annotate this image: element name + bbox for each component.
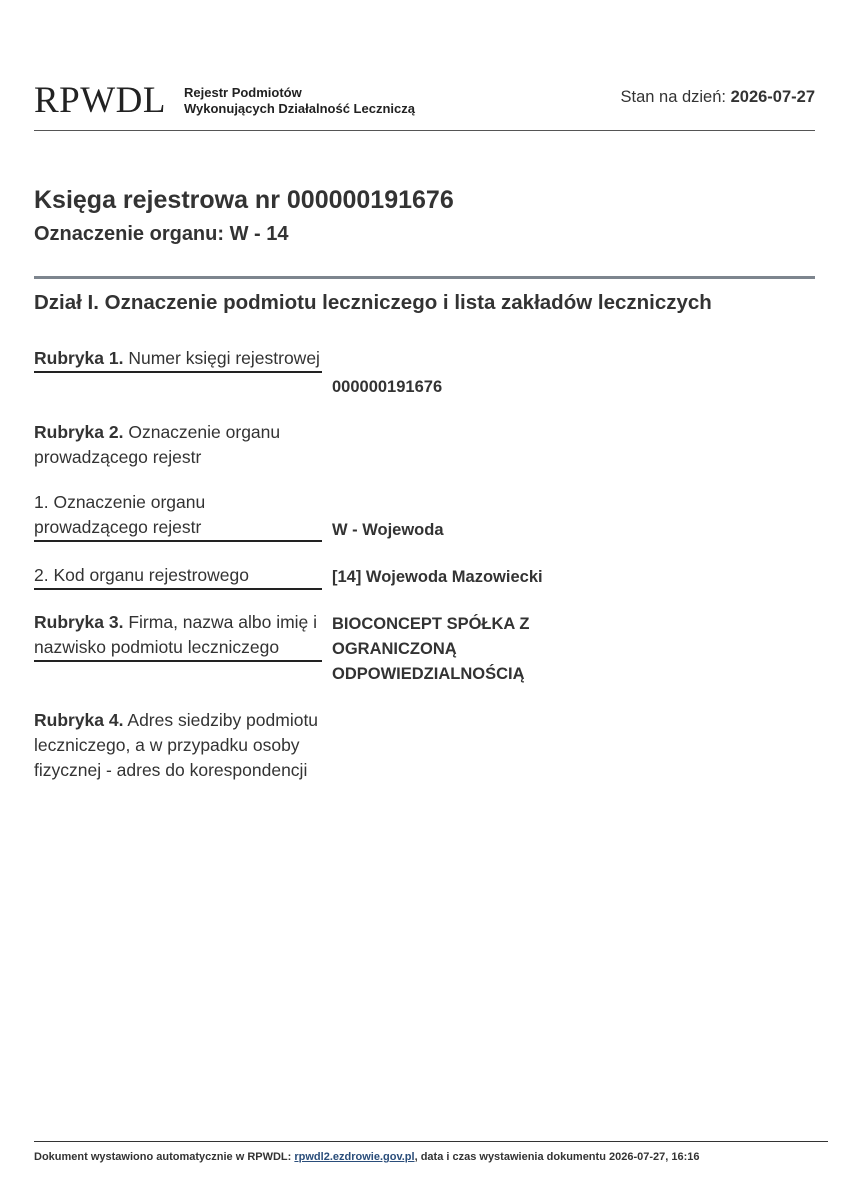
rubryka-2-2-value: [14] Wojewoda Mazowiecki [332,568,543,586]
rubryka-2-prefix: Rubryka 2. [34,422,124,442]
logo-subtitle [184,85,415,117]
rubryka-1-prefix: Rubryka 1. [34,348,124,368]
logo-subtitle-line1: Rejestr Podmiotów [184,85,302,100]
footer-link[interactable]: rpwdl2.ezdrowie.gov.pl [294,1151,415,1163]
rpwdl-logo: RPWDL [34,80,166,121]
page-header [34,82,815,131]
rubryka-4-prefix: Rubryka 4. [34,710,124,730]
rubryka-1-text: Numer księgi rejestrowej [128,348,320,368]
status-date-value: 2026-07-27 [730,88,815,106]
status-date-label: Stan na dzień: [620,88,726,106]
rubryka-4-text: Adres siedziby podmiotu leczniczego, a w przypadku osoby fizycznej - adres do korespondencji [34,710,319,780]
section-divider [34,276,815,279]
section-heading: Dział I. Oznaczenie podmiotu leczniczego i lista zakładów leczniczych [34,291,712,314]
logo-subtitle-line2: Wykonujących Działalność Leczniczą [184,101,415,116]
rubryka-3-label [34,610,322,662]
rubryka-2-label [34,420,322,470]
status-date [621,88,816,107]
rubryka-4-label [34,708,322,783]
rubryka-2-1-label: 1. Oznaczenie organu prowadzącego rejestr [34,490,322,542]
rubryka-1-label [34,346,322,373]
rubryka-2-text: Oznaczenie organu prowadzącego rejestr [34,422,281,467]
rubryka-3-text: Firma, nazwa albo imię i nazwisko podmiotu leczniczego [34,612,318,657]
page-footer [34,1141,828,1163]
rubryka-1-value: 000000191676 [332,378,443,396]
rubryka-3-prefix: Rubryka 3. [34,612,124,632]
rubryka-3-value: BIOCONCEPT SPÓŁKA Z OGRANICZONĄ ODPOWIEDZIALNOŚCIĄ [332,615,530,683]
page-subtitle: Oznaczenie organu: W - 14 [34,223,289,245]
rubryka-2-1-value: W - Wojewoda [332,521,444,539]
footer-text: Dokument wystawiono automatycznie w RPWDL: [34,1151,292,1163]
rubryka-2-2-label: 2. Kod organu rejestrowego [34,563,322,590]
footer-text-after: , data i czas wystawienia dokumentu 2026-07-27, 16:16 [414,1151,700,1163]
page-title: Księga rejestrowa nr 000000191676 [34,186,454,214]
